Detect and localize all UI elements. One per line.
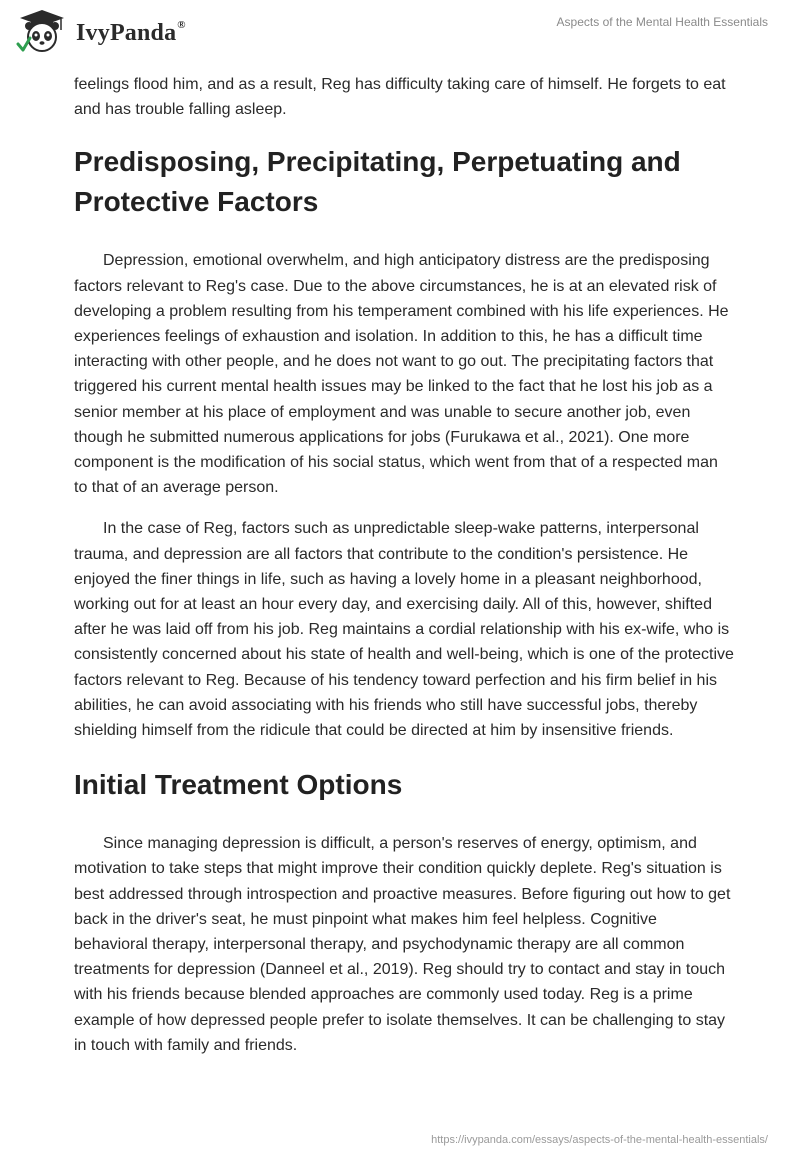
source-url[interactable]: https://ivypanda.com/essays/aspects-of-the-mental-health-essentials/ bbox=[431, 1134, 768, 1146]
document-title: Aspects of the Mental Health Essentials bbox=[556, 15, 768, 29]
ivypanda-logo[interactable] bbox=[14, 8, 186, 54]
page-header bbox=[0, 0, 800, 70]
paragraph-perpetuating: In the case of Reg, factors such as unpredictable sleep-wake patterns, interpersonal trauma, and depression are all factors that contribute to the condition's persistence. He enjoyed the finer things in life, such as having a lovely home in a pleasant neighborhood, working out for at least an hour every day, and exercising daily. All of this, however, shifted after he was laid off from his job. Reg maintains a cordial relationship with his ex-wife, who is consistently concerned about his state of health and well-being, which is one of the protective factors relevant to Reg. Because of his tendency toward perfection and his firm belief in his abilities, he can avoid associating with his friends who still have successful jobs, thereby shielding himself from the ridicule that could be directed at him by insensitive friends. bbox=[74, 520, 734, 740]
paragraph-predisposing: Depression, emotional overwhelm, and high anticipatory distress are the predisposing factors relevant to Reg's case. Due to the above circumstances, he is at an elevated risk of developing a problem resulting from his temperament combined with his life experiences. He experiences feelings of exhaustion and isolation. In addition to this, he has a difficult time interacting with other people, and he does not want to go out. The precipitating factors that triggered his current mental health issues may be linked to the fact that he lost his job as a senior member at his place of employment and was unable to secure another job, even though he submitted numerous applications for jobs (Furukawa et al., 2021). One more component is the modification of his social status, which went from that of a respected man to that of an average person. bbox=[74, 252, 729, 497]
paragraph-treatment: Since managing depression is difficult, a person's reserves of energy, optimism, and motivation to take steps that might improve their condition quickly deplete. Reg's situation is best addressed through introspection and proactive measures. Before figuring out how to get back in the driver's seat, he must pinpoint what makes him feel helpless. Cognitive behavioral therapy, interpersonal therapy, and psychodynamic therapy are all common treatments for depression (Danneel et al., 2019). Reg should try to contact and stay in touch with his friends because blended approaches are commonly used today. Reg is a prime example of how depressed people prefer to isolate themselves. It can be challenging to stay in touch with family and friends. bbox=[74, 835, 731, 1054]
intro-paragraph: feelings flood him, and as a result, Reg has difficulty taking care of himself. He forgets to eat and has trouble falling asleep. bbox=[74, 76, 726, 119]
essay-body bbox=[74, 72, 734, 1058]
section-heading-factors: Predisposing, Precipitating, Perpetuating and Protective Factors bbox=[74, 146, 681, 218]
panda-graduate-icon bbox=[14, 8, 70, 54]
registered-mark: ® bbox=[177, 18, 186, 31]
section-heading-treatment: Initial Treatment Options bbox=[74, 769, 403, 801]
logo-wordmark: IvyPanda® bbox=[76, 18, 186, 46]
